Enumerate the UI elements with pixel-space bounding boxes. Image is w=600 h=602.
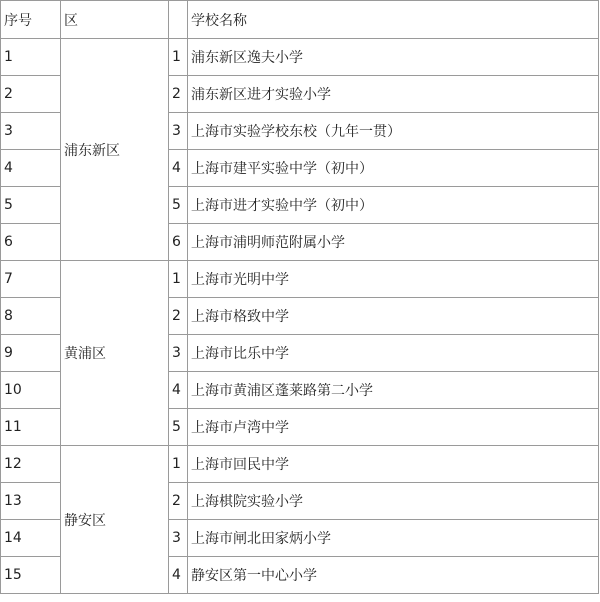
row-school: 上海市格致中学 [188,298,599,335]
header-blank [169,1,188,39]
header-school-name: 学校名称 [188,1,599,39]
table-row [1,446,599,483]
row-index: 2 [1,76,61,113]
row-sub-index: 4 [169,557,188,594]
row-index: 15 [1,557,61,594]
row-sub-index: 5 [169,409,188,446]
row-school: 上海市光明中学 [188,261,599,298]
row-school: 上海棋院实验小学 [188,483,599,520]
row-sub-index: 1 [169,261,188,298]
row-index: 12 [1,446,61,483]
row-school: 上海市闸北田家炳小学 [188,520,599,557]
row-school: 上海市进才实验中学（初中） [188,187,599,224]
row-sub-index: 2 [169,298,188,335]
row-index: 8 [1,298,61,335]
table-row [1,261,599,298]
row-school: 静安区第一中心小学 [188,557,599,594]
row-index: 5 [1,187,61,224]
row-school: 上海市浦明师范附属小学 [188,224,599,261]
row-index: 1 [1,39,61,76]
row-school: 上海市建平实验中学（初中） [188,150,599,187]
table-row [1,39,599,76]
header-index: 序号 [1,1,61,39]
row-sub-index: 5 [169,187,188,224]
district-cell-pudong: 浦东新区 [61,39,169,261]
row-index: 7 [1,261,61,298]
row-index: 9 [1,335,61,372]
row-sub-index: 3 [169,520,188,557]
row-school: 上海市黄浦区蓬莱路第二小学 [188,372,599,409]
header-row [1,1,599,39]
row-index: 13 [1,483,61,520]
district-cell-huangpu: 黄浦区 [61,261,169,446]
row-index: 14 [1,520,61,557]
row-sub-index: 1 [169,446,188,483]
row-school: 上海市卢湾中学 [188,409,599,446]
row-school: 浦东新区逸夫小学 [188,39,599,76]
row-sub-index: 4 [169,150,188,187]
row-sub-index: 3 [169,335,188,372]
row-sub-index: 1 [169,39,188,76]
row-index: 6 [1,224,61,261]
district-cell-jingan: 静安区 [61,446,169,594]
row-index: 3 [1,113,61,150]
row-sub-index: 2 [169,483,188,520]
row-school: 上海市回民中学 [188,446,599,483]
row-school: 浦东新区进才实验小学 [188,76,599,113]
row-sub-index: 4 [169,372,188,409]
row-index: 10 [1,372,61,409]
row-school: 上海市比乐中学 [188,335,599,372]
row-school: 上海市实验学校东校（九年一贯） [188,113,599,150]
row-index: 4 [1,150,61,187]
row-sub-index: 2 [169,76,188,113]
row-sub-index: 3 [169,113,188,150]
row-index: 11 [1,409,61,446]
row-sub-index: 6 [169,224,188,261]
header-district: 区 [61,1,169,39]
